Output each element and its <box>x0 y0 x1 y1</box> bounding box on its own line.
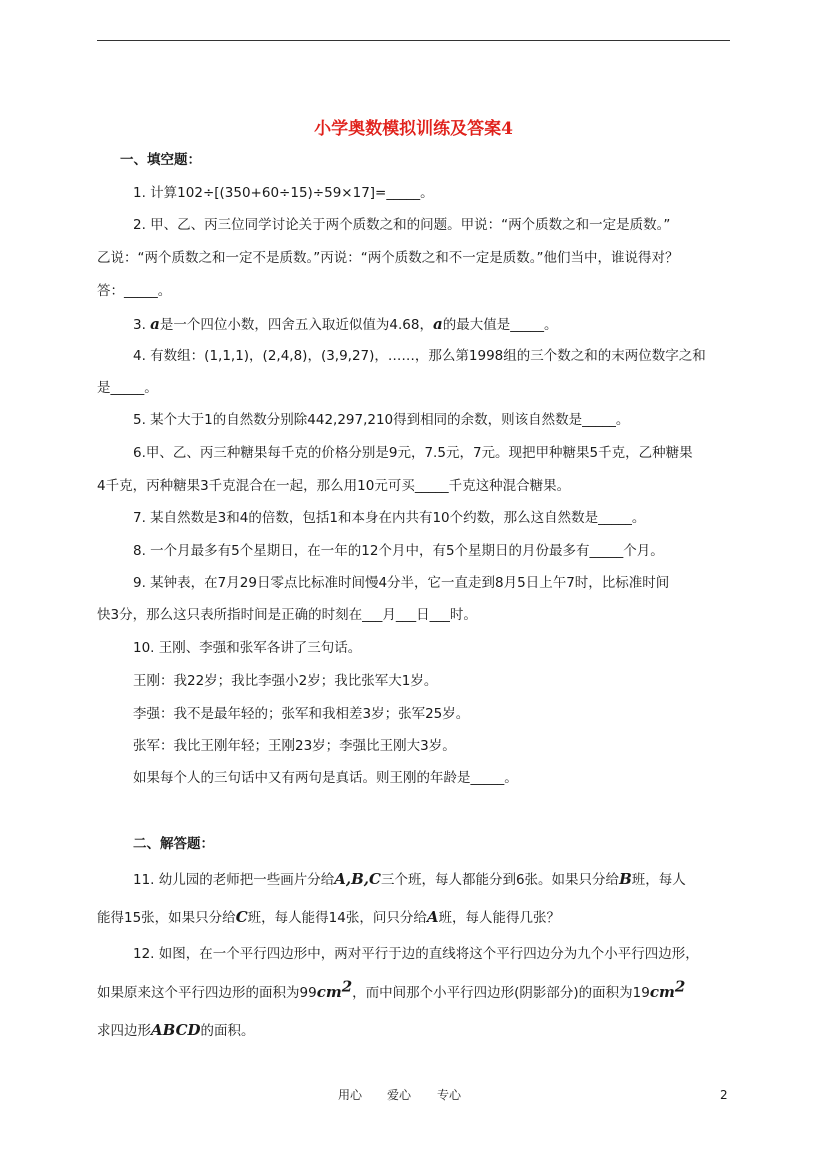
question-11-line-2 <box>97 907 560 928</box>
question-11-line-1 <box>133 869 686 890</box>
q12-text: 的面积。 <box>200 1023 255 1039</box>
q12-variable: ABCD <box>151 1021 201 1039</box>
q11-variable: C <box>235 908 248 926</box>
question-12-line-3 <box>97 1020 255 1041</box>
q3-variable: a <box>150 315 160 333</box>
q11-text: 班，每人能得几张？ <box>438 910 560 926</box>
q11-text: 11. 幼儿园的老师把一些画片分给 <box>133 872 335 888</box>
page-title: 小学奥数模拟训练及答案4 <box>314 119 513 139</box>
question-3 <box>133 314 557 335</box>
question-12-line-2 <box>97 977 686 1003</box>
q11-variable: B <box>619 870 632 888</box>
q12-unit: cm <box>649 983 675 1001</box>
question-6-line-1: 6.甲、乙、丙三种糖果每千克的价格分别是9元，7.5元，7元。现把甲种糖果5千克，乙种糖果 <box>133 445 693 461</box>
q3-prefix: 3. <box>133 317 151 333</box>
question-10: 10. 王刚、李强和张军各讲了三句话。 <box>133 640 362 656</box>
q3-middle: 是一个四位小数，四舍五入取近似值为4.68， <box>159 317 433 333</box>
question-7: 7. 某自然数是3和4的倍数，包括1和本身在内共有10个约数，那么这自然数是_____。 <box>133 510 646 526</box>
question-6-line-2: 4千克，丙种糖果3千克混合在一起，那么用10元可买_____千克这种混合糖果。 <box>97 478 571 494</box>
question-4-line-1: 4. 有数组：(1,1,1)，(2,4,8)，(3,9,27)，……，那么第1998组的三个数之和的末两位数字之和 <box>133 348 706 364</box>
question-4-line-2: 是_____。 <box>97 380 158 396</box>
q11-text: 班，每人能得14张，问只分给 <box>247 910 427 926</box>
question-2-line-2: 乙说：“两个质数之和一定不是质数。”丙说：“两个质数之和不一定是质数。”他们当中，谁说得对？ <box>97 250 679 266</box>
footer-word: 用心 <box>338 1088 363 1102</box>
footer-word: 专心 <box>437 1088 462 1102</box>
question-2-line-3: 答：_____。 <box>97 283 172 299</box>
question-12-line-1: 12. 如图，在一个平行四边形中，两对平行于边的直线将这个平行四边分为九个小平行四边形， <box>133 946 699 962</box>
question-10-statement-liqiang: 李强：我不是最年轻的；张军和我相差3岁；张军25岁。 <box>133 706 470 722</box>
section-solve: 二、解答题： <box>133 836 214 852</box>
page-number: 2 <box>720 1088 728 1102</box>
q11-text: 班，每人 <box>631 872 686 888</box>
q12-text: 求四边形 <box>97 1023 151 1039</box>
q11-variable: A <box>426 908 439 926</box>
header-rule <box>97 40 730 41</box>
q3-suffix: 的最大值是_____。 <box>442 317 558 333</box>
q11-variable: A,B,C <box>334 870 381 888</box>
section-fill-in: 一、填空题： <box>120 152 201 168</box>
question-1: 1. 计算102÷[(350+60÷15)÷59×17]=_____。 <box>133 185 434 201</box>
q12-unit-exponent: 2 <box>674 977 686 996</box>
question-10-statement-zhangjun: 张军：我比王刚年轻；王刚23岁；李强比王刚大3岁。 <box>133 738 456 754</box>
q11-text: 能得15张，如果只分给 <box>97 910 236 926</box>
question-2-line-1: 2. 甲、乙、丙三位同学讨论关于两个质数之和的问题。甲说：“两个质数之和一定是质数。” <box>133 217 671 233</box>
question-9-line-2: 快3分，那么这只表所指时间是正确的时刻在___月___日___时。 <box>97 607 477 623</box>
question-10-statement-wanggang: 王刚：我22岁；我比李强小2岁；我比张军大1岁。 <box>133 673 438 689</box>
footer-word: 爱心 <box>387 1088 412 1102</box>
q12-unit: cm <box>316 983 342 1001</box>
q12-text: 如果原来这个平行四边形的面积为99 <box>97 985 317 1001</box>
q3-variable: a <box>432 315 443 333</box>
q12-text: ，而中间那个小平行四边形(阴影部分)的面积为19 <box>352 985 650 1001</box>
q12-unit-exponent: 2 <box>341 977 353 996</box>
question-5: 5. 某个大于1的自然数分别除442,297,210得到相同的余数，则该自然数是_____。 <box>133 412 630 428</box>
question-8: 8. 一个月最多有5个星期日，在一年的12个月中，有5个星期日的月份最多有_____个月。 <box>133 543 664 559</box>
q11-text: 三个班，每人都能分到6张。如果只分给 <box>380 872 620 888</box>
question-10-ask: 如果每个人的三句话中又有两句是真话。则王刚的年龄是_____。 <box>133 770 518 786</box>
question-9-line-1: 9. 某钟表，在7月29日零点比标准时间慢4分半，它一直走到8月5日上午7时，比标准时间 <box>133 575 670 591</box>
